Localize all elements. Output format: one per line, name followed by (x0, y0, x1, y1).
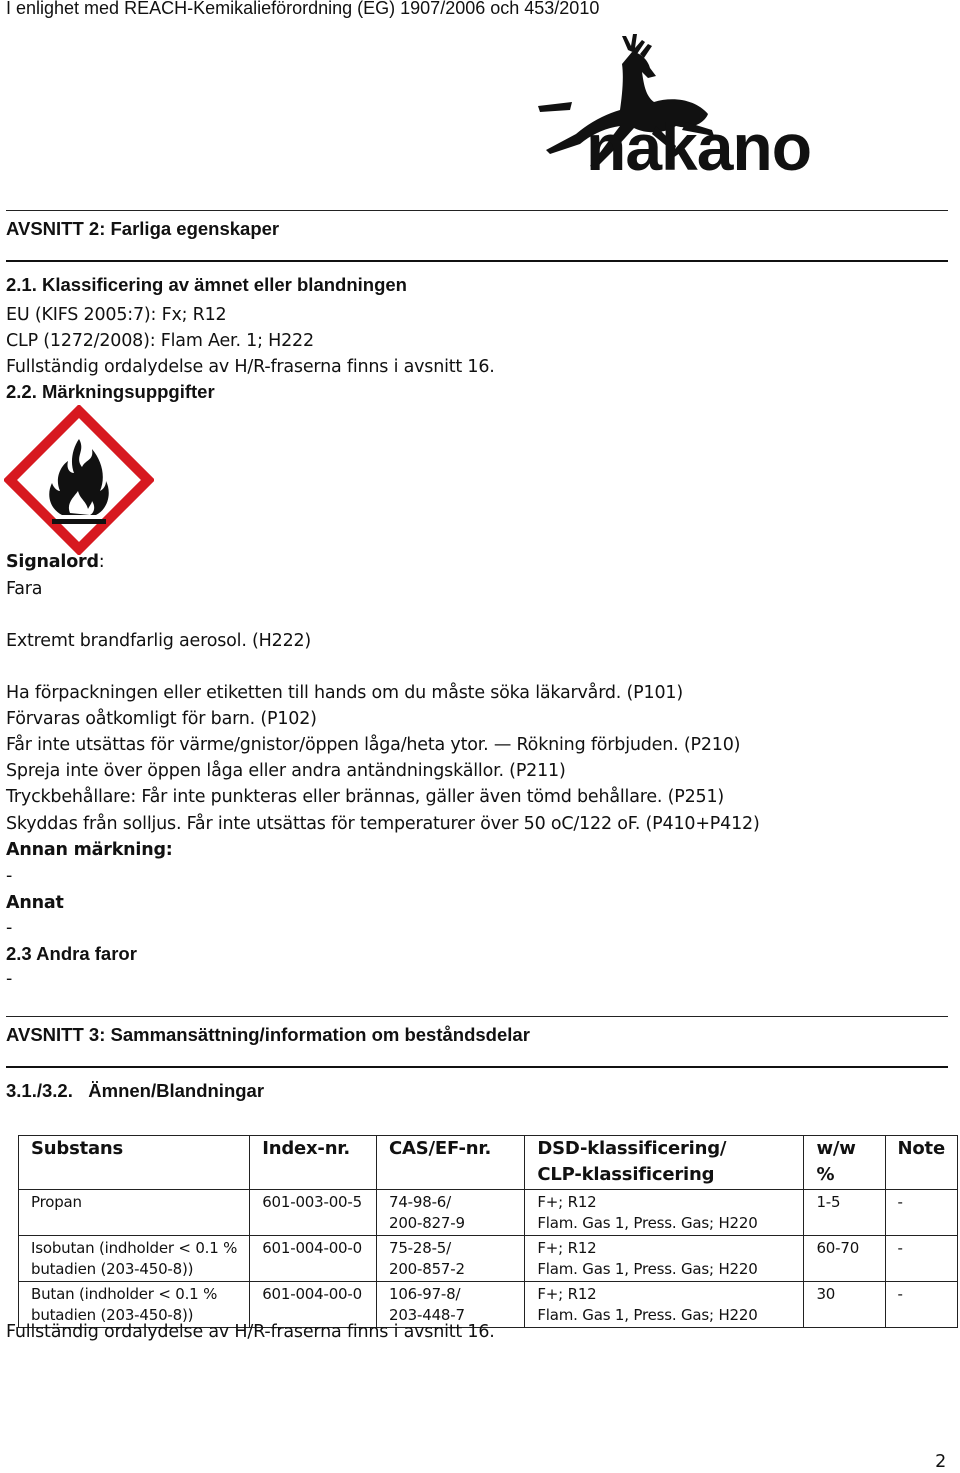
subsection-2-1-heading: 2.1. Klassificering av ämnet eller blandningen (6, 274, 407, 295)
substances-table (18, 1135, 958, 1328)
col-header-substance: Substans (19, 1136, 250, 1190)
col-header-index: Index-nr. (250, 1136, 377, 1190)
subsection-2-3-heading: 2.3 Andra faror (6, 943, 137, 964)
signal-word: Fara (6, 579, 43, 599)
col-header-clp: CLP-klassificering (537, 1164, 715, 1185)
col-header-note: Note (885, 1136, 957, 1190)
hazard-statement: Extremt brandfarlig aerosol. (H222) (6, 631, 312, 651)
other-value: - (6, 918, 13, 938)
table-row (19, 1190, 958, 1236)
table-row (19, 1236, 958, 1282)
cell-classification: F+; R12 Flam. Gas 1, Press. Gas; H220 (525, 1282, 804, 1328)
col-header-cas: CAS/EF-nr. (377, 1136, 525, 1190)
table-header-row (19, 1136, 958, 1190)
nakano-logo (536, 30, 946, 180)
subsection-2-2-heading: 2.2. Märkningsuppgifter (6, 381, 215, 402)
table-row (19, 1282, 958, 1328)
precaution-p102: Förvaras oåtkomligt för barn. (P102) (6, 709, 317, 729)
cell-classification: F+; R12 Flam. Gas 1, Press. Gas; H220 (525, 1190, 804, 1236)
cell-ww: 30 (804, 1282, 885, 1328)
divider (6, 210, 948, 211)
divider (6, 1066, 948, 1068)
divider (6, 1016, 948, 1017)
section-2-heading: AVSNITT 2: Farliga egenskaper (6, 218, 280, 239)
col-header-dsd: DSD-klassificering/ (537, 1138, 727, 1159)
precaution-p211: Spreja inte över öppen låga eller andra antändningskällor. (P211) (6, 761, 566, 781)
divider (6, 260, 948, 262)
precaution-p251: Tryckbehållare: Får inte punkteras eller brännas, gäller även tömd behållare. (P251) (6, 787, 725, 807)
deer-logo-icon (536, 30, 946, 180)
cell-classification: F+; R12 Flam. Gas 1, Press. Gas; H220 (525, 1236, 804, 1282)
svg-text:nakano: nakano (586, 110, 812, 180)
cell-substance: Butan (indholder < 0.1 % butadien (203-450-8)) (19, 1282, 250, 1328)
cell-substance: Propan (19, 1190, 250, 1236)
cell-ww: 1-5 (804, 1190, 885, 1236)
other-hazards-value: - (6, 969, 13, 989)
other-label: Annat (6, 893, 64, 913)
cell-index: 601-004-00-0 (250, 1282, 377, 1328)
table-full-text-note: Fullständig ordalydelse av H/R-fraserna finns i avsnitt 16. (6, 1322, 495, 1342)
signal-word-label: Signalord (6, 552, 99, 572)
cell-ww: 60-70 (804, 1236, 885, 1282)
cell-cas: 106-97-8/ 203-448-7 (377, 1282, 525, 1328)
section-3-heading: AVSNITT 3: Sammansättning/information om beståndsdelar (6, 1024, 530, 1045)
cell-note: - (885, 1282, 957, 1328)
other-marking-label: Annan märkning: (6, 840, 173, 860)
cell-note: - (885, 1236, 957, 1282)
col-header-ww: w/w % (804, 1136, 885, 1190)
other-marking-value: - (6, 866, 13, 886)
col-header-classification (525, 1136, 804, 1190)
cell-index: 601-004-00-0 (250, 1236, 377, 1282)
cell-index: 601-003-00-5 (250, 1190, 377, 1236)
page-number: 2 (935, 1452, 946, 1472)
full-text-note: Fullständig ordalydelse av H/R-fraserna finns i avsnitt 16. (6, 357, 495, 377)
cell-note: - (885, 1190, 957, 1236)
precaution-p410-p412: Skyddas från solljus. Får inte utsättas för temperaturer över 50 oC/122 oF. (P410+P412) (6, 814, 760, 834)
signal-word-colon: : (98, 552, 105, 572)
clp-classification: CLP (1272/2008): Flam Aer. 1; H222 (6, 331, 314, 351)
signal-word-label-line (6, 552, 104, 572)
cell-substance: Isobutan (indholder < 0.1 % butadien (203-450-8)) (19, 1236, 250, 1282)
cell-cas: 74-98-6/ 200-827-9 (377, 1190, 525, 1236)
precaution-p210: Får inte utsättas för värme/gnistor/öppen låga/heta ytor. — Rökning förbjuden. (P210) (6, 735, 741, 755)
precaution-p101: Ha förpackningen eller etiketten till hands om du måste söka läkarvård. (P101) (6, 683, 683, 703)
flame-icon (4, 405, 154, 555)
subsection-3-1-heading: 3.1./3.2. Ämnen/Blandningar (6, 1080, 265, 1101)
cell-cas: 75-28-5/ 200-857-2 (377, 1236, 525, 1282)
eu-classification: EU (KIFS 2005:7): Fx; R12 (6, 305, 227, 325)
flame-pictogram (4, 405, 154, 555)
regulation-header: I enlighet med REACH-Kemikalieförordning (EG) 1907/2006 och 453/2010 (6, 0, 600, 18)
